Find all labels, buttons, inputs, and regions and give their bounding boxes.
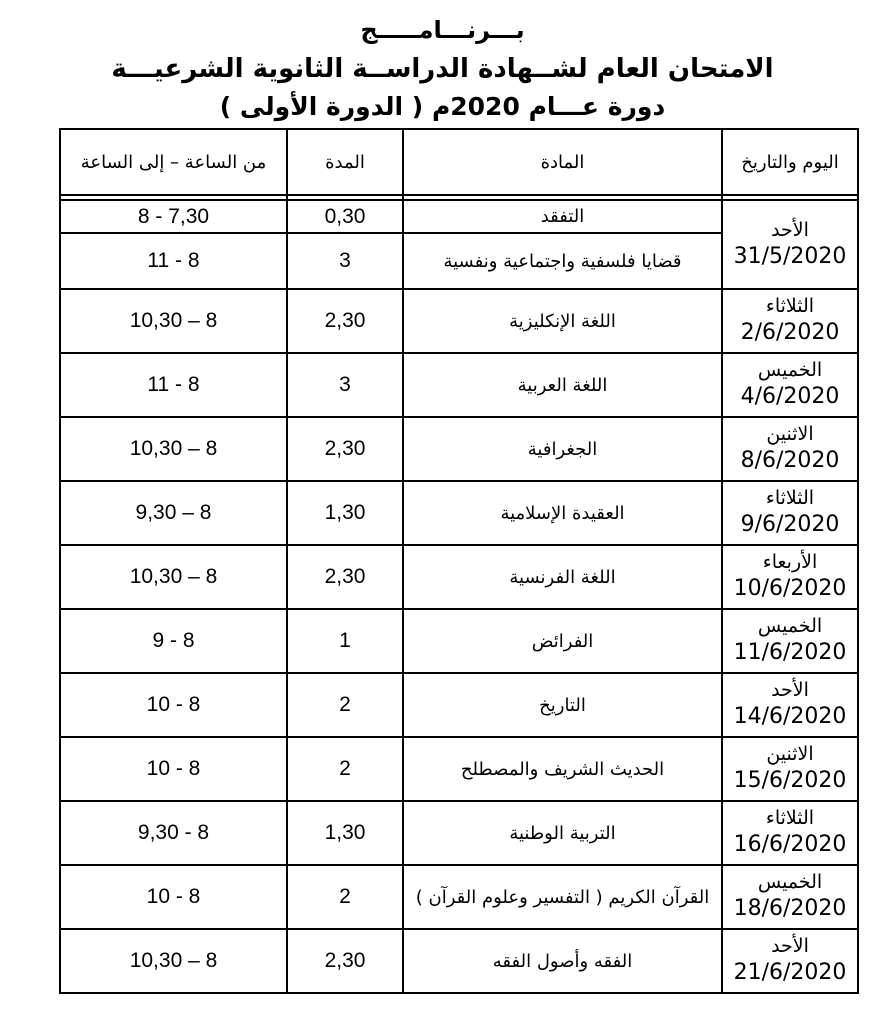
- table-row: [60, 865, 858, 929]
- exam-date: 4/6/2020: [740, 384, 840, 410]
- table-header-row: [60, 129, 858, 195]
- duration-cell: 2: [287, 673, 403, 737]
- time-cell: 10 - 8: [60, 737, 287, 801]
- day-name: الخميس: [757, 615, 823, 638]
- exam-date: 15/6/2020: [733, 768, 847, 794]
- day-date-cell: [722, 353, 858, 417]
- day-date-cell: [722, 545, 858, 609]
- day-date-cell: [722, 929, 858, 993]
- day-name: الخميس: [757, 359, 823, 382]
- table-row: [60, 200, 858, 233]
- exam-date: 9/6/2020: [740, 512, 840, 538]
- time-cell: 10 - 8: [60, 865, 287, 929]
- duration-cell: 2,30: [287, 417, 403, 481]
- duration-cell: 1,30: [287, 801, 403, 865]
- duration-cell: 2,30: [287, 929, 403, 993]
- header-duration: المدة: [287, 129, 403, 195]
- day-date-cell: [722, 200, 858, 289]
- exam-date: 11/6/2020: [733, 640, 847, 666]
- exam-date: 21/6/2020: [733, 960, 847, 986]
- subject-cell: العقيدة الإسلامية: [403, 481, 722, 545]
- table-row: [60, 481, 858, 545]
- day-name: الثلاثاء: [765, 295, 815, 318]
- exam-date: 2/6/2020: [740, 320, 840, 346]
- day-name: الأحد: [771, 935, 809, 958]
- subject-cell: التفقد: [403, 200, 722, 233]
- exam-date: 16/6/2020: [733, 832, 847, 858]
- duration-cell: 0,30: [287, 200, 403, 233]
- subject-cell: اللغة الفرنسية: [403, 545, 722, 609]
- session-title: دورة عـــام 2020م ( الدورة الأولى ): [219, 92, 666, 121]
- subject-cell: الجغرافية: [403, 417, 722, 481]
- subject-cell: اللغة العربية: [403, 353, 722, 417]
- exam-date: 8/6/2020: [740, 448, 840, 474]
- day-name: الأحد: [771, 679, 809, 702]
- duration-cell: 2: [287, 865, 403, 929]
- subject-cell: الحديث الشريف والمصطلح: [403, 737, 722, 801]
- day-name: الأحد: [771, 218, 809, 241]
- subject-cell: القرآن الكريم ( التفسير وعلوم القرآن ): [403, 865, 722, 929]
- day-date-cell: [722, 481, 858, 545]
- duration-cell: 3: [287, 233, 403, 289]
- time-cell: 9,30 – 8: [60, 481, 287, 545]
- subject-cell: التربية الوطنية: [403, 801, 722, 865]
- day-name: الاثنين: [766, 743, 814, 766]
- time-cell: 9 - 8: [60, 609, 287, 673]
- time-cell: 11 - 8: [60, 233, 287, 289]
- duration-cell: 2,30: [287, 545, 403, 609]
- document-title: بـــرنـــامـــــج: [360, 16, 525, 44]
- time-cell: 10,30 – 8: [60, 289, 287, 353]
- exam-date: 18/6/2020: [733, 896, 847, 922]
- day-date-cell: [722, 417, 858, 481]
- day-name: الثلاثاء: [765, 487, 815, 510]
- subject-cell: الفقه وأصول الفقه: [403, 929, 722, 993]
- duration-cell: 1,30: [287, 481, 403, 545]
- exam-date: 10/6/2020: [733, 576, 847, 602]
- time-cell: 9,30 - 8: [60, 801, 287, 865]
- day-name: الأربعاء: [762, 551, 818, 574]
- day-name: الثلاثاء: [765, 807, 815, 830]
- day-date-cell: [722, 737, 858, 801]
- table-row: [60, 289, 858, 353]
- table-row: [60, 353, 858, 417]
- duration-cell: 1: [287, 609, 403, 673]
- time-cell: 8 - 7,30: [60, 200, 287, 233]
- day-date-cell: [722, 865, 858, 929]
- table-row: [60, 737, 858, 801]
- exam-date: 31/5/2020: [733, 243, 847, 269]
- table-row: [60, 417, 858, 481]
- schedule-body: [60, 200, 858, 993]
- time-cell: 11 - 8: [60, 353, 287, 417]
- table-row: [60, 609, 858, 673]
- day-date-cell: [722, 289, 858, 353]
- header-day-date: اليوم والتاريخ: [722, 129, 858, 195]
- table-row: [60, 801, 858, 865]
- subject-cell: التاريخ: [403, 673, 722, 737]
- subject-cell: قضايا فلسفية واجتماعية ونفسية: [403, 233, 722, 289]
- time-cell: 10 - 8: [60, 673, 287, 737]
- day-date-cell: [722, 673, 858, 737]
- day-name: الاثنين: [766, 423, 814, 446]
- subject-cell: اللغة الإنكليزية: [403, 289, 722, 353]
- time-cell: 10,30 – 8: [60, 545, 287, 609]
- duration-cell: 2,30: [287, 289, 403, 353]
- day-date-cell: [722, 609, 858, 673]
- exam-date: 14/6/2020: [733, 704, 847, 730]
- day-name: الخميس: [757, 871, 823, 894]
- table-row: [60, 929, 858, 993]
- duration-cell: 2: [287, 737, 403, 801]
- header-time: من الساعة – إلى الساعة: [60, 129, 287, 195]
- exam-schedule-table: [59, 128, 859, 994]
- subject-cell: الفرائض: [403, 609, 722, 673]
- table-row: [60, 673, 858, 737]
- duration-cell: 3: [287, 353, 403, 417]
- exam-title: الامتحان العام لشــهادة الدراســة الثانوية الشرعيـــة: [111, 54, 774, 84]
- time-cell: 10,30 – 8: [60, 929, 287, 993]
- day-date-cell: [722, 801, 858, 865]
- time-cell: 10,30 – 8: [60, 417, 287, 481]
- table-row: [60, 545, 858, 609]
- header-subject: المادة: [403, 129, 722, 195]
